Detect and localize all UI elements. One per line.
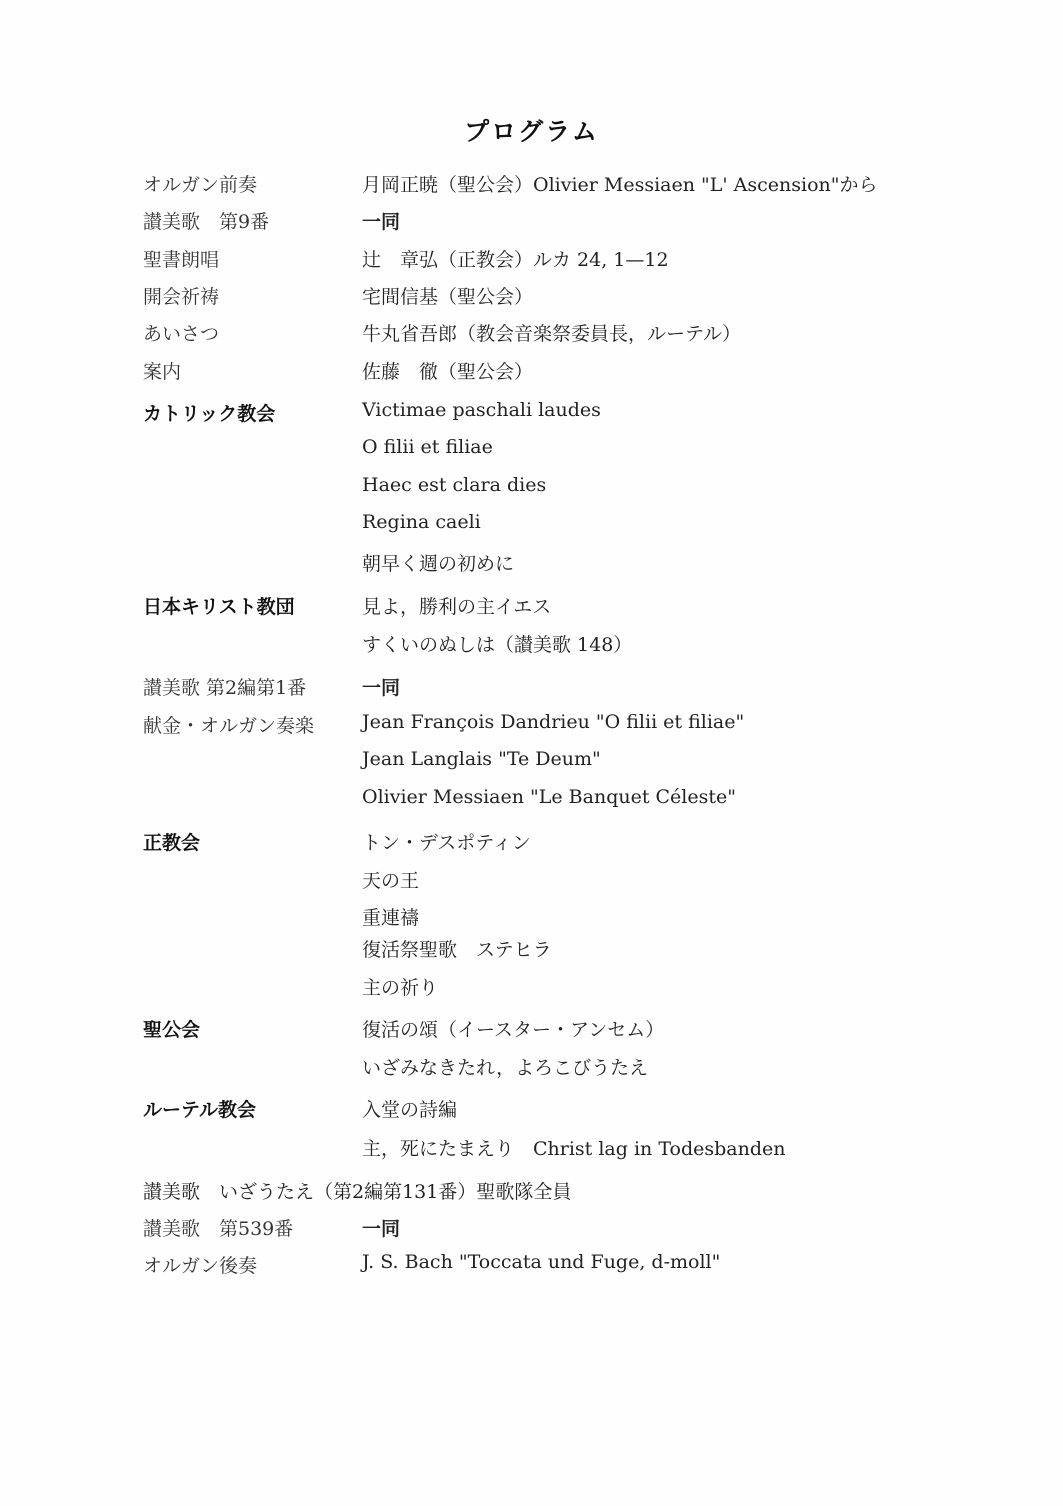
section-item-row bbox=[0, 630, 1063, 660]
program-row bbox=[0, 1214, 1063, 1244]
row-content: 佐藤 徹（聖公会） bbox=[362, 361, 534, 383]
program-row bbox=[0, 282, 1063, 312]
row-label: 讃美歌 第539番 bbox=[143, 1218, 294, 1240]
section-item-row bbox=[0, 786, 1063, 816]
program-row bbox=[0, 207, 1063, 237]
section-item: 見よ，勝利の主イエス bbox=[362, 596, 552, 618]
row-label: オルガン前奏 bbox=[143, 174, 258, 196]
program-row bbox=[0, 357, 1063, 387]
section-label: 正教会 bbox=[143, 832, 201, 854]
section-item-row bbox=[0, 903, 1063, 933]
row-label: 案内 bbox=[143, 361, 182, 383]
section-item: 朝早く週の初めに bbox=[362, 553, 515, 575]
row-label: 讃美歌 第2編第1番 bbox=[143, 677, 307, 699]
row-label: 聖書朗唱 bbox=[143, 249, 220, 271]
section-label: 日本キリスト教団 bbox=[143, 596, 295, 618]
program-row bbox=[0, 673, 1063, 703]
section-item-row bbox=[0, 866, 1063, 896]
section-item: 復活祭聖歌 ステヒラ bbox=[362, 939, 552, 961]
section-item: 重連禱 bbox=[362, 907, 420, 929]
page-title: プログラム bbox=[464, 117, 599, 146]
section-item: 天の王 bbox=[362, 870, 420, 892]
section-item: Jean François Dandrieu "O filii et filiae" bbox=[362, 711, 745, 733]
row-content: 讃美歌 いざうたえ（第2編第131番）聖歌隊全員 bbox=[143, 1181, 572, 1203]
section-offering bbox=[0, 711, 1063, 741]
section-label: 聖公会 bbox=[143, 1019, 201, 1041]
section-item-row bbox=[0, 1134, 1063, 1164]
section-item: 主，死にたまえり Christ lag in Todesbanden bbox=[362, 1138, 786, 1160]
row-label: オルガン後奏 bbox=[143, 1255, 258, 1277]
section-label: ルーテル教会 bbox=[143, 1099, 257, 1121]
row-content: J. S. Bach "Toccata und Fuge, d-moll" bbox=[362, 1251, 721, 1273]
section-label: カトリック教会 bbox=[143, 403, 276, 425]
program-row bbox=[0, 1177, 1063, 1207]
section-item: Olivier Messiaen "Le Banquet Céleste" bbox=[362, 786, 736, 808]
program-row bbox=[0, 1251, 1063, 1281]
row-label: 開会祈祷 bbox=[143, 286, 220, 308]
section-item: 入堂の詩編 bbox=[362, 1099, 458, 1121]
section-item-row bbox=[0, 474, 1063, 504]
row-content: 一同 bbox=[362, 1218, 401, 1240]
row-label: 讃美歌 第9番 bbox=[143, 211, 270, 233]
section-item: いざみなきたれ，よろこびうたえ bbox=[362, 1057, 649, 1079]
section-item-row bbox=[0, 748, 1063, 778]
section-item: 主の祈り bbox=[362, 977, 439, 999]
section-label: 献金・オルガン奏楽 bbox=[143, 715, 315, 737]
section-item-row bbox=[0, 973, 1063, 1003]
section-item: Haec est clara dies bbox=[362, 474, 547, 496]
section-item: Victimae paschali laudes bbox=[362, 399, 601, 421]
program-row bbox=[0, 319, 1063, 349]
section-item-row bbox=[0, 1053, 1063, 1083]
section-item-row bbox=[0, 935, 1063, 965]
section-item: Regina caeli bbox=[362, 511, 481, 533]
section-item-row bbox=[0, 436, 1063, 466]
program-row bbox=[0, 245, 1063, 275]
row-content: 一同 bbox=[362, 211, 401, 233]
section-catholic bbox=[0, 399, 1063, 429]
program-row bbox=[0, 170, 1063, 200]
section-item: Jean Langlais "Te Deum" bbox=[362, 748, 601, 770]
section-lutheran bbox=[0, 1095, 1063, 1125]
section-kyodan bbox=[0, 592, 1063, 622]
section-item: 復活の頌（イースター・アンセム） bbox=[362, 1019, 665, 1041]
section-item: O filii et filiae bbox=[362, 436, 493, 458]
section-item-row bbox=[0, 549, 1063, 579]
row-content: 牛丸省吾郎（教会音楽祭委員長，ルーテル） bbox=[362, 323, 742, 345]
row-content: 一同 bbox=[362, 677, 401, 699]
row-content: 月岡正暁（聖公会）Olivier Messiaen "L' Ascension"から bbox=[362, 174, 878, 196]
section-orthodox bbox=[0, 828, 1063, 858]
row-label: あいさつ bbox=[143, 323, 220, 345]
row-content: 辻 章弘（正教会）ルカ 24, 1—12 bbox=[362, 249, 669, 271]
section-item: トン・デスポティン bbox=[362, 832, 531, 854]
section-item: すくいのぬしは（讃美歌 148） bbox=[362, 634, 633, 656]
row-content: 宅間信基（聖公会） bbox=[362, 286, 534, 308]
section-item-row bbox=[0, 511, 1063, 541]
section-anglican bbox=[0, 1015, 1063, 1045]
